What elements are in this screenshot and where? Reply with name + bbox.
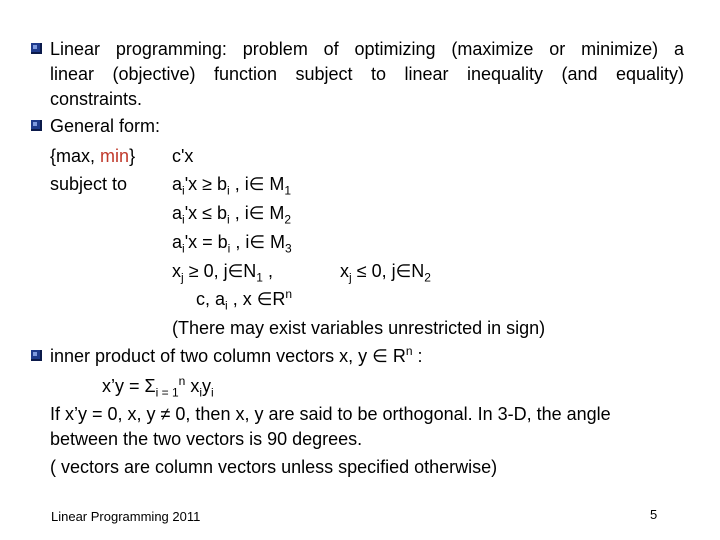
- page-number: 5: [650, 507, 658, 522]
- footer-title: Linear Programming 2011: [51, 509, 201, 524]
- variable-domain: c, $a_i$ , x $\in R^n$: [196, 287, 293, 313]
- general-form-heading: General form:: [50, 116, 161, 136]
- bullet-icon: [31, 350, 42, 361]
- column-vector-note: ( vectors are column vectors unless specified otherwise): [50, 457, 498, 477]
- objective-function: c'x: [172, 146, 194, 166]
- bullet-icon: [31, 43, 42, 54]
- bullet-icon: [31, 120, 42, 131]
- orthogonal-line-1: If x’y = 0, x, y ≠ 0, then x, y are said to be orthogonal. In 3-D, the angle: [50, 404, 611, 424]
- orthogonal-line-2: between the two vectors is 90 degrees.: [50, 429, 363, 449]
- lp-definition-line-1: Linear programming: problem of optimizing (maximize or minimize) a: [50, 39, 684, 59]
- objective-sense: {max, min}: [50, 146, 136, 166]
- lp-definition-line-2: linear (objective) function subject to linear inequality (and equality): [50, 64, 684, 84]
- constraint-eq: $a_i'x = b_i$ , i∈ $M_3$: [172, 232, 292, 256]
- min-word: min: [100, 146, 130, 166]
- constraint-le: $a_i'x \le b_i$ , i∈ $M_2$: [172, 203, 292, 227]
- sign-constraint-nonpos: $x_j \le 0$, $j\in N_2$: [340, 261, 431, 285]
- unrestricted-note: (There may exist variables unrestricted in sign): [172, 318, 546, 338]
- constraint-ge: $a_i'x \ge b_i$ , i∈ $M_1$: [172, 174, 292, 198]
- lp-definition-line-3: constraints.: [50, 89, 143, 109]
- subject-to-label: subject to: [50, 174, 128, 194]
- inner-product-heading: inner product of two column vectors x, y ∈ $R^n$ :: [50, 344, 423, 366]
- inner-product-formula: x’y = $\Sigma_{i = 1}^n$ $x_iy_i$: [102, 374, 214, 400]
- sign-constraint-nonneg: $x_j \ge 0$, $j\in N_1$ ,: [172, 261, 273, 285]
